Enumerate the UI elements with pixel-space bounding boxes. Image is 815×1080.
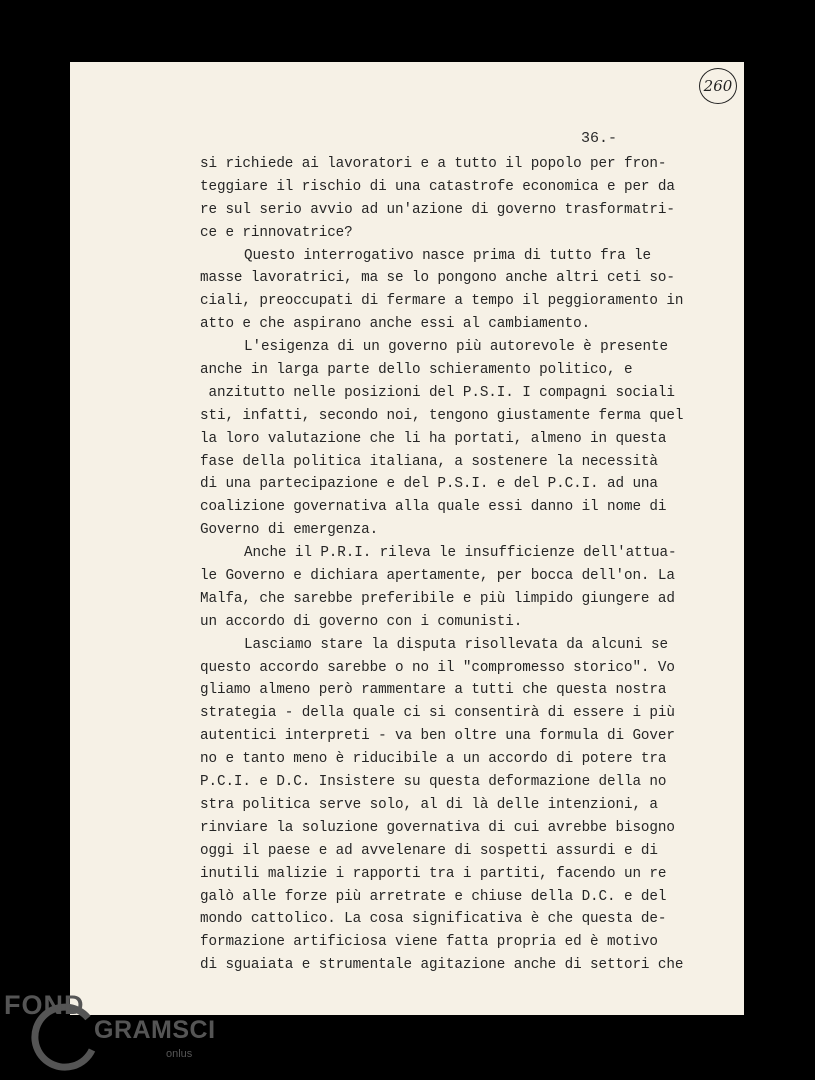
text-line: di sguaiata e strumentale agitazione anche di settori che xyxy=(200,957,684,974)
text-line: P.C.I. e D.C. Insistere su questa deformazione della no xyxy=(200,774,667,791)
text-line: Anche il P.R.I. rileva le insufficienze dell'attua- xyxy=(244,545,677,562)
text-line: le Governo e dichiara apertamente, per bocca dell'on. La xyxy=(200,568,675,585)
text-line: teggiare il rischio di una catastrofe economica e per da xyxy=(200,178,675,195)
text-line: inutili malizie i rapporti tra i partiti, facendo un re xyxy=(200,865,667,882)
watermark-line3: onlus xyxy=(166,1048,193,1060)
text-line: fase della politica italiana, a sostenere la necessità xyxy=(200,453,658,470)
text-line: L'esigenza di un governo più autorevole è presente xyxy=(244,339,668,356)
text-line: questo accordo sarebbe o no il "compromesso storico". Vo xyxy=(200,659,675,676)
text-line: la loro valutazione che li ha portati, almeno in questa xyxy=(200,430,667,447)
document-body xyxy=(200,153,684,977)
text-line: anzitutto nelle posizioni del P.S.I. I compagni sociali xyxy=(200,384,675,401)
archive-number-stamp: 260 xyxy=(699,68,737,104)
text-line: oggi il paese e ad avvelenare di sospetti assurdi e di xyxy=(200,842,658,859)
text-line: autentici interpreti - va ben oltre una formula di Gover xyxy=(200,728,675,745)
text-line: di una partecipazione e del P.S.I. e del P.C.I. ad una xyxy=(200,476,658,493)
text-line: atto e che aspirano anche essi al cambiamento. xyxy=(200,316,591,333)
text-line: re sul serio avvio ad un'azione di governo trasformatri- xyxy=(200,201,675,218)
text-line: Questo interrogativo nasce prima di tutto fra le xyxy=(244,247,652,264)
text-line: coalizione governativa alla quale essi danno il nome di xyxy=(200,499,667,516)
text-line: gliamo almeno però rammentare a tutti che questa nostra xyxy=(200,682,667,699)
text-line: anche in larga parte dello schieramento politico, e xyxy=(200,362,633,379)
text-line: Governo di emergenza. xyxy=(200,522,379,539)
text-line: ciali, preoccupati di fermare a tempo il peggioramento in xyxy=(200,293,684,310)
text-line: stra politica serve solo, al di là delle intenzioni, a xyxy=(200,796,658,813)
page-number: 36.- xyxy=(581,130,618,147)
text-line: masse lavoratrici, ma se lo pongono anche altri ceti so- xyxy=(200,270,675,287)
watermark-line2: GRAMSCI xyxy=(94,1016,216,1044)
text-line: strategia - della quale ci si consentirà di essere i più xyxy=(200,705,675,722)
text-line: ce e rinnovatrice? xyxy=(200,224,353,241)
text-line: no e tanto meno è riducibile a un accordo di potere tra xyxy=(200,751,667,768)
text-line: rinviare la soluzione governativa di cui avrebbe bisogno xyxy=(200,819,675,836)
text-line: Malfa, che sarebbe preferibile e più limpido giungere ad xyxy=(200,590,675,607)
text-line: si richiede ai lavoratori e a tutto il popolo per fron- xyxy=(200,156,667,172)
watermark-line1: FOND xyxy=(4,990,85,1020)
watermark-logo xyxy=(2,990,222,1075)
text-line: Lasciamo stare la disputa risollevata da alcuni se xyxy=(244,636,668,653)
text-line: sti, infatti, secondo noi, tengono giustamente ferma quel xyxy=(200,407,684,424)
text-line: galò alle forze più arretrate e chiuse della D.C. e del xyxy=(200,888,667,905)
text-line: mondo cattolico. La cosa significativa è che questa de- xyxy=(200,911,667,928)
text-line: un accordo di governo con i comunisti. xyxy=(200,613,523,630)
text-line: formazione artificiosa viene fatta propria ed è motivo xyxy=(200,934,658,951)
